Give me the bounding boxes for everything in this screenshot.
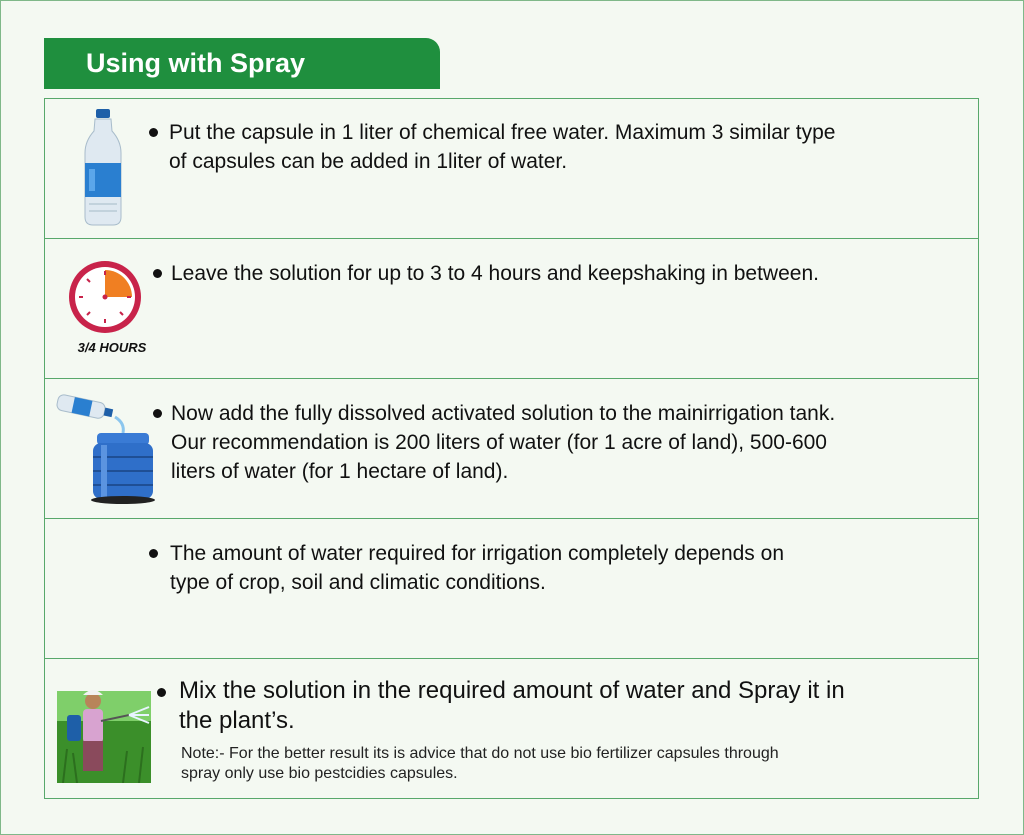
text-line: liters of water (for 1 hectare of land). <box>171 460 509 483</box>
step-row-5 <box>45 659 978 799</box>
section-title: Using with Spray <box>86 48 306 78</box>
bullet <box>157 688 166 697</box>
bullet <box>149 128 158 137</box>
text-line: Leave the solution for up to 3 to 4 hours and keepshaking in between. <box>171 262 819 285</box>
step-row-3 <box>45 379 978 519</box>
bullet <box>153 409 162 418</box>
timer-clock-icon <box>65 259 149 335</box>
text-line: Put the capsule in 1 liter of chemical free water. Maximum 3 similar type <box>169 121 836 144</box>
farmer-spraying-icon <box>57 671 151 783</box>
step-text <box>179 676 845 736</box>
irrigation-tank-icon <box>53 393 157 505</box>
text-line: type of crop, soil and climatic conditions. <box>170 571 546 594</box>
step-text <box>171 399 835 486</box>
text-line: Mix the solution in the required amount of water and Spray it in <box>179 677 845 704</box>
steps-table <box>44 98 979 799</box>
step-text <box>170 539 784 597</box>
bullet <box>149 549 158 558</box>
step-row-2 <box>45 239 978 379</box>
text-line: the plant’s. <box>179 707 295 734</box>
step-row-1 <box>45 99 978 239</box>
step-row-4 <box>45 519 978 659</box>
step-text <box>169 118 835 176</box>
step-text <box>171 259 819 288</box>
text-line: The amount of water required for irrigation completely depends on <box>170 542 785 565</box>
note-line: spray only use bio pestcidies capsules. <box>181 765 458 782</box>
timer-caption: 3/4 HOURS <box>77 340 147 355</box>
water-bottle-icon <box>83 109 123 227</box>
text-line: Our recommendation is 200 liters of water (for 1 acre of land), 500-600 <box>171 431 827 454</box>
note-line: Note:- For the better result its is advice that do not use bio fertilizer capsules through <box>181 745 779 762</box>
text-line: Now add the fully dissolved activated solution to the mainirrigation tank. <box>171 402 836 425</box>
bullet <box>153 269 162 278</box>
section-header <box>44 38 440 89</box>
note-text <box>181 744 779 784</box>
text-line: of capsules can be added in 1liter of water. <box>169 150 568 173</box>
